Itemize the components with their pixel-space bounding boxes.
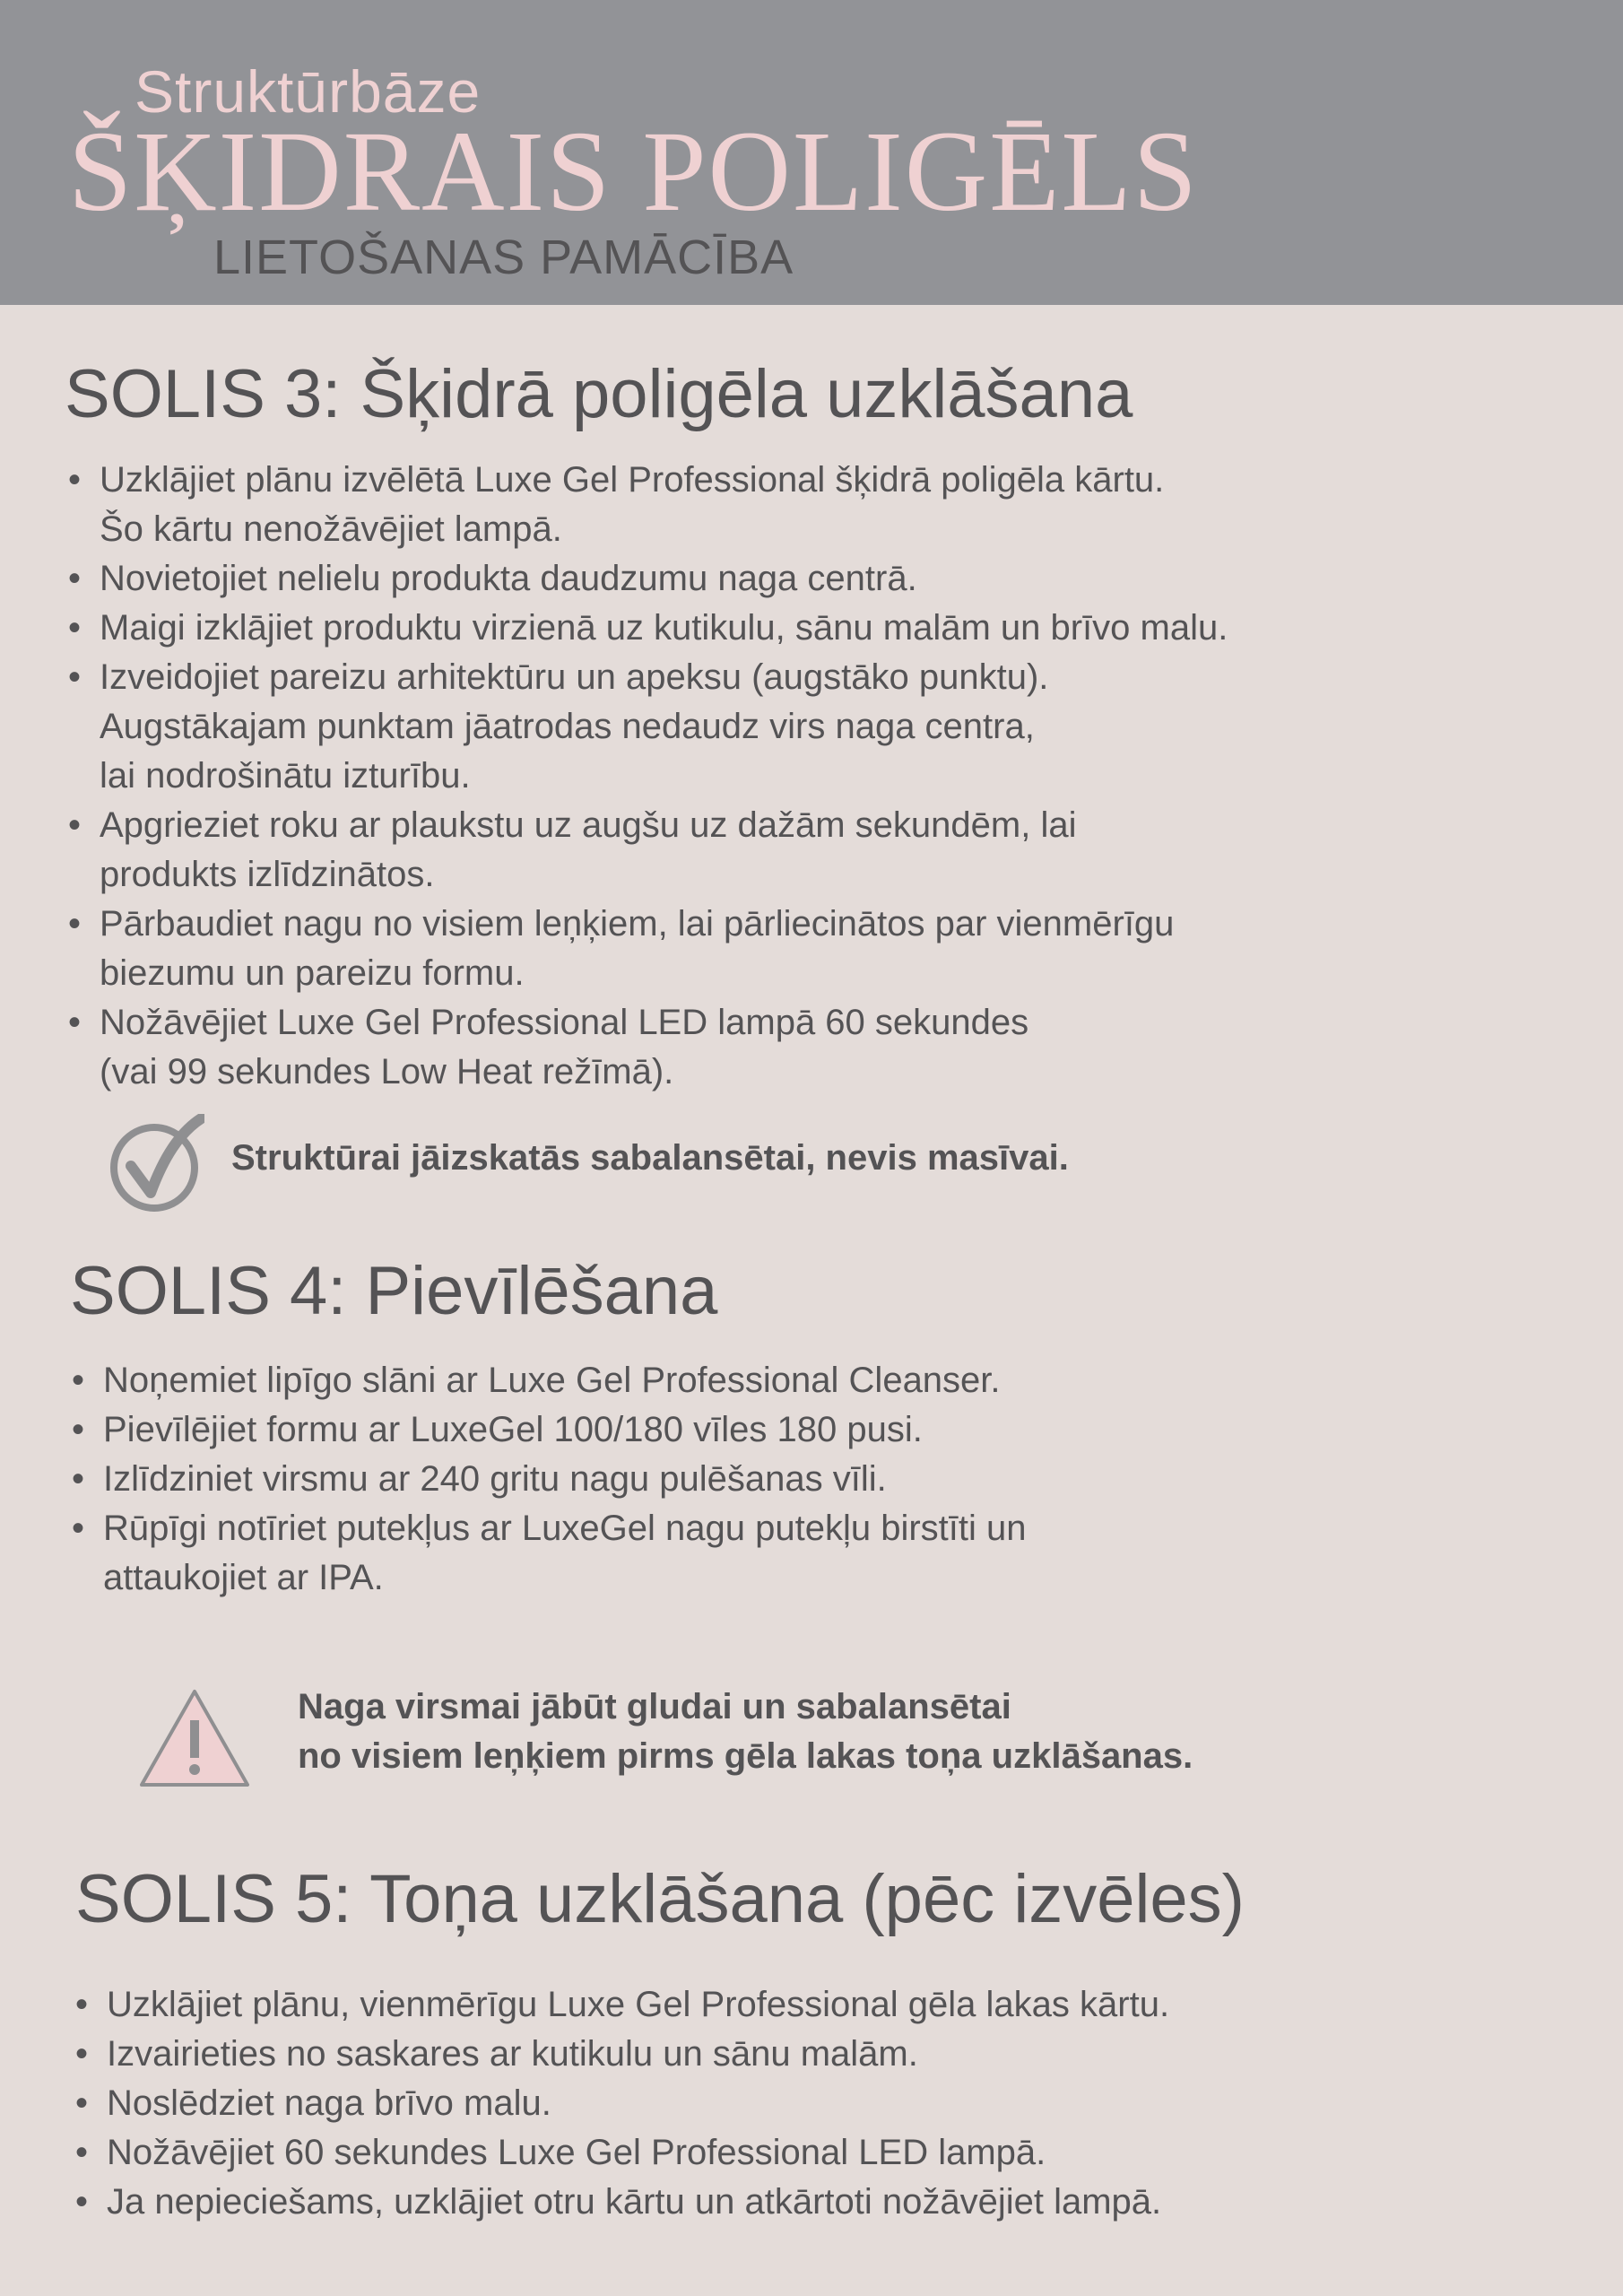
list-item: • Izvairieties no saskares ar kutikulu un sānu malām. [75,2030,1169,2079]
list-item: • Uzklājiet plānu, vienmērīgu Luxe Gel Professional gēla lakas kārtu. [75,1980,1169,2030]
header-banner [0,0,1623,305]
step3-tip: Struktūrai jāizskatās sabalansētai, nevis masīvai. [231,1138,1069,1178]
list-item: • Pārbaudiet nagu no visiem leņķiem, lai pārliecinātos par vienmērīgu biezumu un pareizu formu. [68,900,1228,998]
step4-list [72,1356,1027,1603]
list-item: • Noslēdziet naga brīvo malu. [75,2079,1169,2128]
step5-heading: SOLIS 5: Toņa uzklāšana (pēc izvēles) [75,1861,1245,1937]
step4-warning: Naga virsmai jābūt gludai un sabalansētai no visiem leņķiem pirms gēla lakas toņa uzklāšanas. [298,1687,1193,1776]
list-item: • Uzklājiet plānu izvēlētā Luxe Gel Professional šķidrā poligēla kārtu. Šo kārtu nenožāvējiet lampā. [68,456,1228,554]
list-item: • Ja nepieciešams, uzklājiet otru kārtu un atkārtoti nožāvējiet lampā. [75,2178,1169,2227]
header-title: ŠĶIDRAIS POLIGĒLS [68,108,1199,235]
header-subtitle: Struktūrbāze [135,58,482,125]
step5-list [75,1980,1169,2227]
list-item: • Pievīlējiet formu ar LuxeGel 100/180 vīles 180 pusi. [72,1405,1027,1455]
step3-list [68,456,1228,1097]
header-guide-label: LIETOŠANAS PAMĀCĪBA [213,230,794,284]
warning-triangle-icon [136,1686,253,1790]
step3-heading: SOLIS 3: Šķidrā poligēla uzklāšana [65,356,1133,432]
list-item: • Apgrieziet roku ar plaukstu uz augšu uz dažām sekundēm, lai produkts izlīdzinātos. [68,801,1228,900]
list-item: • Nožāvējiet 60 sekundes Luxe Gel Professional LED lampā. [75,2128,1169,2178]
list-item: • Nožāvējiet Luxe Gel Professional LED lampā 60 sekundes (vai 99 sekundes Low Heat režīmā). [68,998,1228,1097]
list-item: • Maigi izklājiet produktu virzienā uz kutikulu, sānu malām un brīvo malu. [68,604,1228,653]
list-item: • Izlīdziniet virsmu ar 240 gritu nagu pulēšanas vīli. [72,1455,1027,1504]
list-item: • Izveidojiet pareizu arhitektūru un apeksu (augstāko punktu). Augstākajam punktam jāatrodas nedaudz virs naga centra, lai nodrošinātu izturību. [68,653,1228,801]
check-circle-icon [109,1114,204,1213]
step4-heading: SOLIS 4: Pievīlēšana [70,1253,718,1329]
list-item: • Rūpīgi notīriet putekļus ar LuxeGel nagu putekļu birstīti un attaukojiet ar IPA. [72,1504,1027,1603]
list-item: • Noņemiet lipīgo slāni ar Luxe Gel Professional Cleanser. [72,1356,1027,1405]
list-item: • Novietojiet nelielu produkta daudzumu naga centrā. [68,554,1228,604]
